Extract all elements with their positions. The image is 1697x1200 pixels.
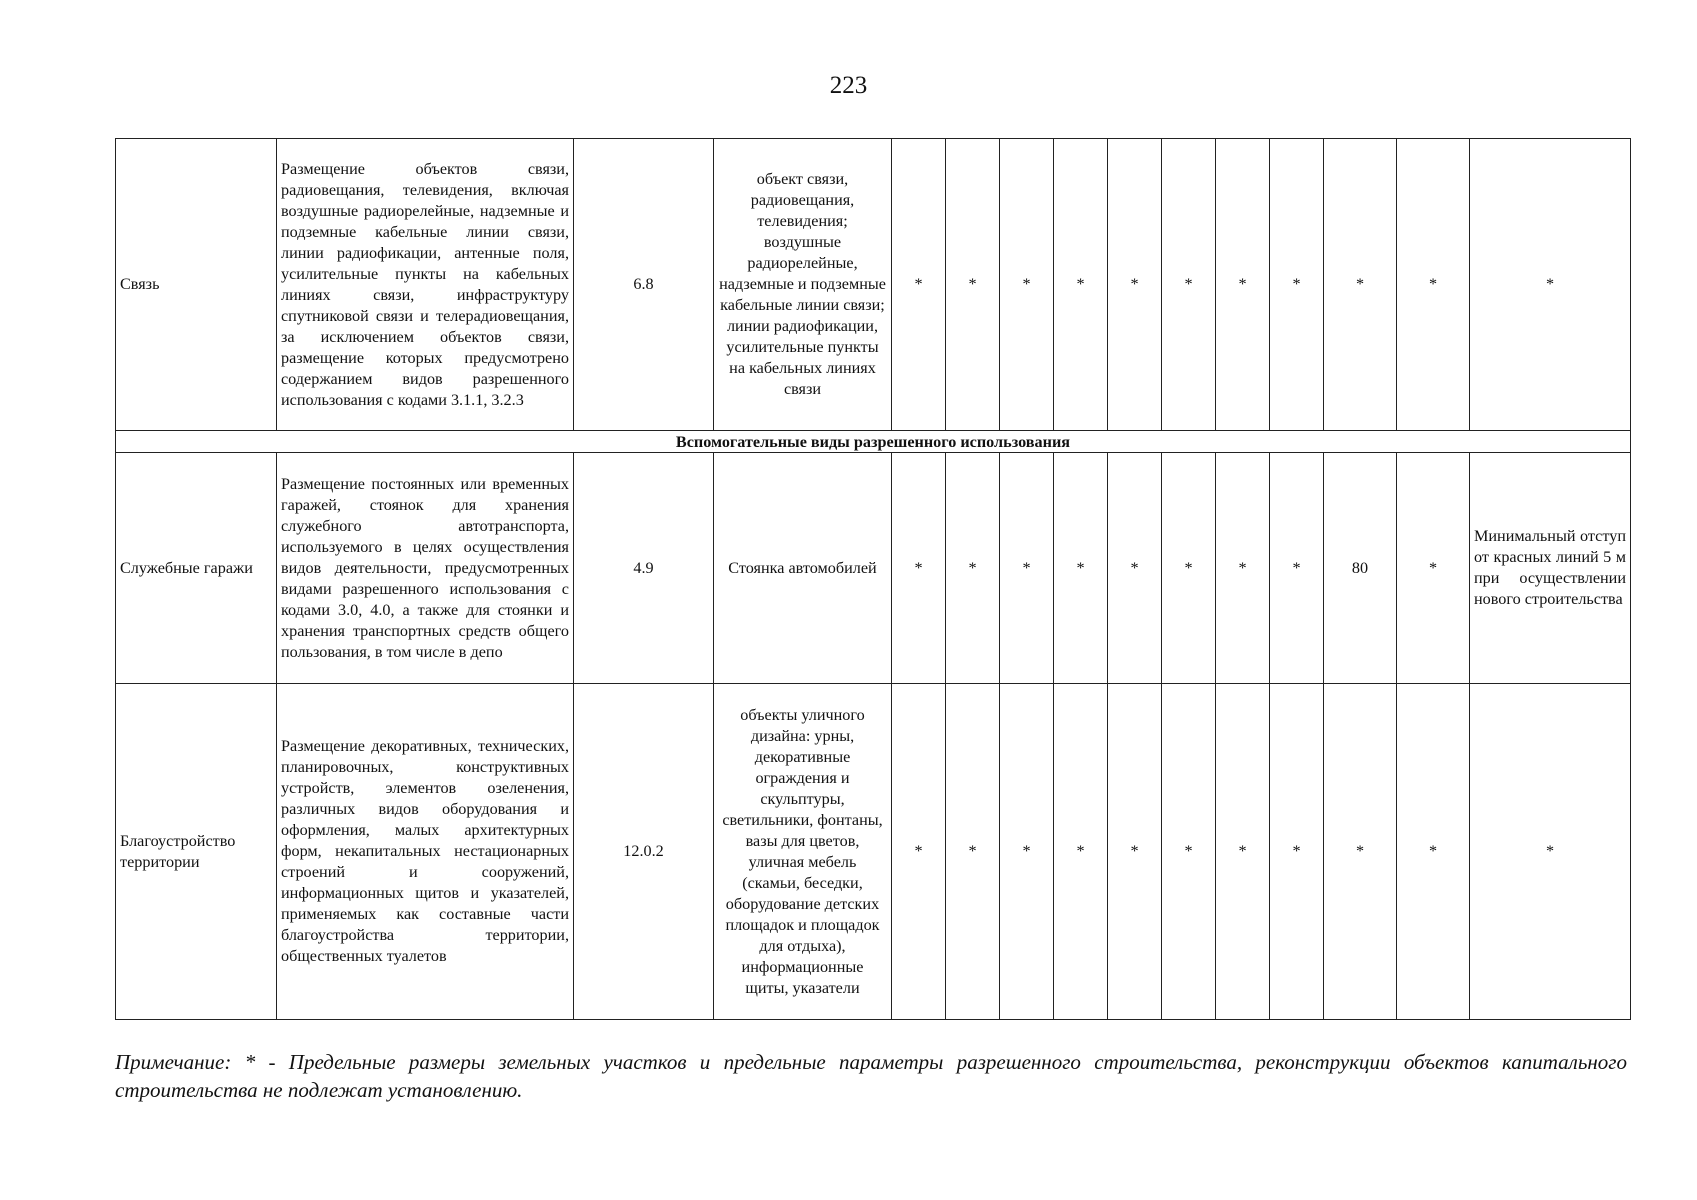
footnote [115, 1048, 1627, 1104]
parameter-cell: * [1324, 684, 1397, 1020]
land-use-description: Размещение декоративных, технических, планировочных, конструктивных устройств, элементов озеленения, различных видов оборудования и оформления, малых архитектурных форм, некапитальных нестационарных строений и сооружений, информационных щитов и указателей, применяемых как составные части благоустройства территории, общественных туалетов [277, 684, 574, 1020]
parameter-cell: * [892, 139, 946, 431]
parameter-cell: * [1000, 453, 1054, 684]
land-use-code: 12.0.2 [574, 684, 714, 1020]
footnote-lead: Примечание: [115, 1050, 232, 1074]
parameter-cell: * [1397, 139, 1470, 431]
section-header-row [116, 431, 1631, 453]
parameter-cell: * [1216, 139, 1270, 431]
parameter-cell: * [1054, 684, 1108, 1020]
parameter-cell: * [946, 684, 1000, 1020]
page-number: 223 [829, 72, 868, 99]
note-cell: * [1470, 139, 1631, 431]
parameter-cell: * [1162, 684, 1216, 1020]
parameter-cell: * [1270, 684, 1324, 1020]
section-title: Вспомогательные виды разрешенного использования [116, 431, 1631, 453]
parameter-cell: * [892, 453, 946, 684]
parameter-cell: * [1054, 139, 1108, 431]
table-row [116, 684, 1631, 1020]
land-use-description: Размещение постоянных или временных гаражей, стоянок для хранения служебного автотранспорта, используемого в целях осуществления видов деятельности, предусмотренных видами разрешенного использования с кодами 3.0, 4.0, а также для стоянки и хранения транспортных средств общего пользования, в том числе в депо [277, 453, 574, 684]
parameter-cell: * [1162, 453, 1216, 684]
parameter-cell: * [1108, 453, 1162, 684]
parameter-cell: * [1108, 139, 1162, 431]
parameter-cell: * [1324, 139, 1397, 431]
permitted-objects: объект связи, радиовещания, телевидения; воздушные радиорелейные, надземные и подземные кабельные линии связи; линии радиофикации, усилительные пункты на кабельных линиях связи [714, 139, 892, 431]
parameter-cell: * [1162, 139, 1216, 431]
permitted-objects: Стоянка автомобилей [714, 453, 892, 684]
parameter-cell: * [1216, 684, 1270, 1020]
note-cell: Минимальный отступ от красных линий 5 м при осуществлении нового строительства [1470, 453, 1631, 684]
parameter-cell: * [1270, 453, 1324, 684]
table-row [116, 139, 1631, 431]
permitted-objects: объекты уличного дизайна: урны, декоративные ограждения и скульптуры, светильники, фонтаны, вазы для цветов, уличная мебель (скамьи, беседки, оборудование детских площадок и площадок для отдыха), информационные щиты, указатели [714, 684, 892, 1020]
parameter-cell: * [1397, 453, 1470, 684]
parameter-cell: 80 [1324, 453, 1397, 684]
land-use-name: Служебные гаражи [116, 453, 277, 684]
land-use-description: Размещение объектов связи, радиовещания, телевидения, включая воздушные радиорелейные, надземные и подземные кабельные линии связи, линии радиофикации, антенные поля, усилительные пункты на кабельных линиях связи, инфраструктуру спутниковой связи и телерадиовещания, за исключением объектов связи, размещение которых предусмотрено содержанием видов разрешенного использования с кодами 3.1.1, 3.2.3 [277, 139, 574, 431]
parameter-cell: * [1000, 684, 1054, 1020]
parameter-cell: * [1397, 684, 1470, 1020]
parameter-cell: * [1270, 139, 1324, 431]
parameter-cell: * [946, 139, 1000, 431]
note-cell: * [1470, 684, 1631, 1020]
footnote-text: * - Предельные размеры земельных участков и предельные параметры разрешенного строительства, реконструкции объектов капитального строительства не подлежат установлению. [115, 1050, 1628, 1102]
land-use-name: Благоустройство территории [116, 684, 277, 1020]
table-row [116, 453, 1631, 684]
land-use-name: Связь [116, 139, 277, 431]
land-use-code: 4.9 [574, 453, 714, 684]
parameter-cell: * [892, 684, 946, 1020]
parameter-cell: * [1108, 684, 1162, 1020]
parameter-cell: * [946, 453, 1000, 684]
parameter-cell: * [1216, 453, 1270, 684]
land-use-code: 6.8 [574, 139, 714, 431]
parameter-cell: * [1054, 453, 1108, 684]
parameter-cell: * [1000, 139, 1054, 431]
land-use-table [115, 138, 1631, 1020]
